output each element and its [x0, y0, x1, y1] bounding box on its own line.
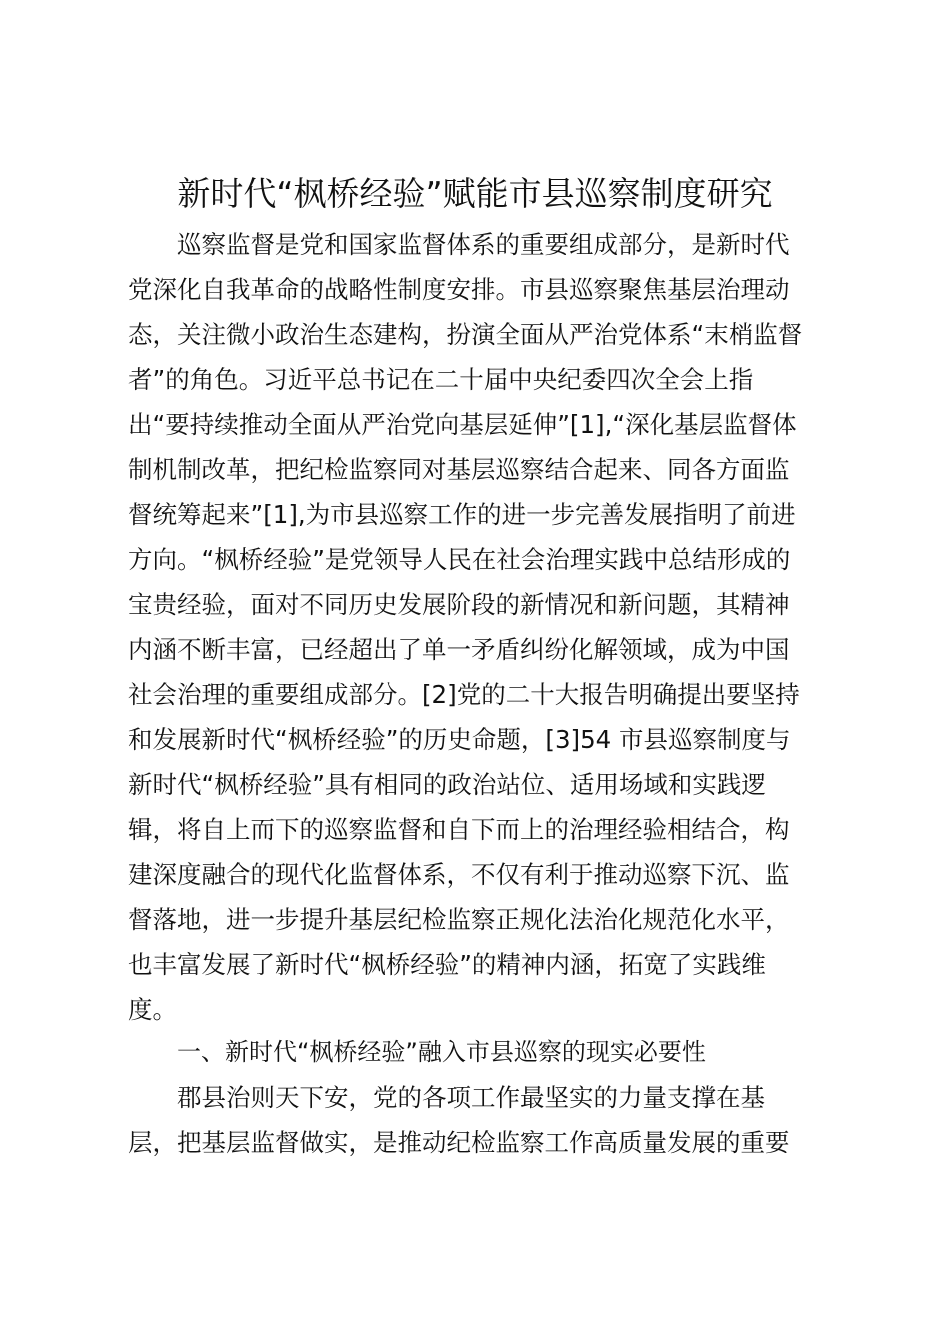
paragraph-line: 和发展新时代“枫桥经验”的历史命题，[3]54 市县巡察制度与: [128, 725, 791, 754]
paragraph-line: 督统筹起来”[1],为市县巡察工作的进一步完善发展指明了前进: [128, 500, 796, 529]
paragraph-line: 辑，将自上而下的巡察监督和自下而上的治理经验相结合，构: [128, 815, 790, 844]
paragraph-line: 出“要持续推动全面从严治党向基层延伸”[1],“深化基层监督体: [128, 410, 797, 439]
paragraph-line: 方向。“枫桥经验”是党领导人民在社会治理实践中总结形成的: [128, 545, 791, 574]
document-title: 新时代“枫桥经验”赋能市县巡察制度研究: [177, 174, 773, 213]
paragraph-line: 党深化自我革命的战略性制度安排。市县巡察聚焦基层治理动: [128, 275, 790, 304]
paragraph-line: 度。: [128, 995, 177, 1024]
section-paragraph: [128, 1075, 828, 1165]
paragraph-line: 建深度融合的现代化监督体系，不仅有利于推动巡察下沉、监: [128, 860, 790, 889]
paragraph-line: 新时代“枫桥经验”具有相同的政治站位、适用场域和实践逻: [128, 770, 766, 799]
paragraph-line: 内涵不断丰富，已经超出了单一矛盾纠纷化解领域，成为中国: [128, 635, 790, 664]
paragraph-line: 者”的角色。习近平总书记在二十届中央纪委四次全会上指: [128, 365, 754, 394]
paragraph-line: 郡县治则天下安，党的各项工作最坚实的力量支撑在基: [177, 1083, 765, 1112]
intro-paragraph: [128, 222, 828, 1032]
paragraph-line: 态，关注微小政治生态建构，扮演全面从严治党体系“末梢监督: [128, 320, 803, 349]
paragraph-line: 也丰富发展了新时代“枫桥经验”的精神内涵，拓宽了实践维: [128, 950, 766, 979]
paragraph-line: 层，把基层监督做实，是推动纪检监察工作高质量发展的重要: [128, 1128, 790, 1157]
paragraph-line: 社会治理的重要组成部分。[2]党的二十大报告明确提出要坚持: [128, 680, 800, 709]
paragraph-line: 督落地，进一步提升基层纪检监察正规化法治化规范化水平，: [128, 905, 790, 934]
paragraph-line: 宝贵经验，面对不同历史发展阶段的新情况和新问题，其精神: [128, 590, 790, 619]
paragraph-line: 制机制改革，把纪检监察同对基层巡察结合起来、同各方面监: [128, 455, 790, 484]
section-heading: 一、新时代“枫桥经验”融入市县巡察的现实必要性: [177, 1038, 706, 1066]
paragraph-line: 巡察监督是党和国家监督体系的重要组成部分，是新时代: [177, 230, 790, 259]
